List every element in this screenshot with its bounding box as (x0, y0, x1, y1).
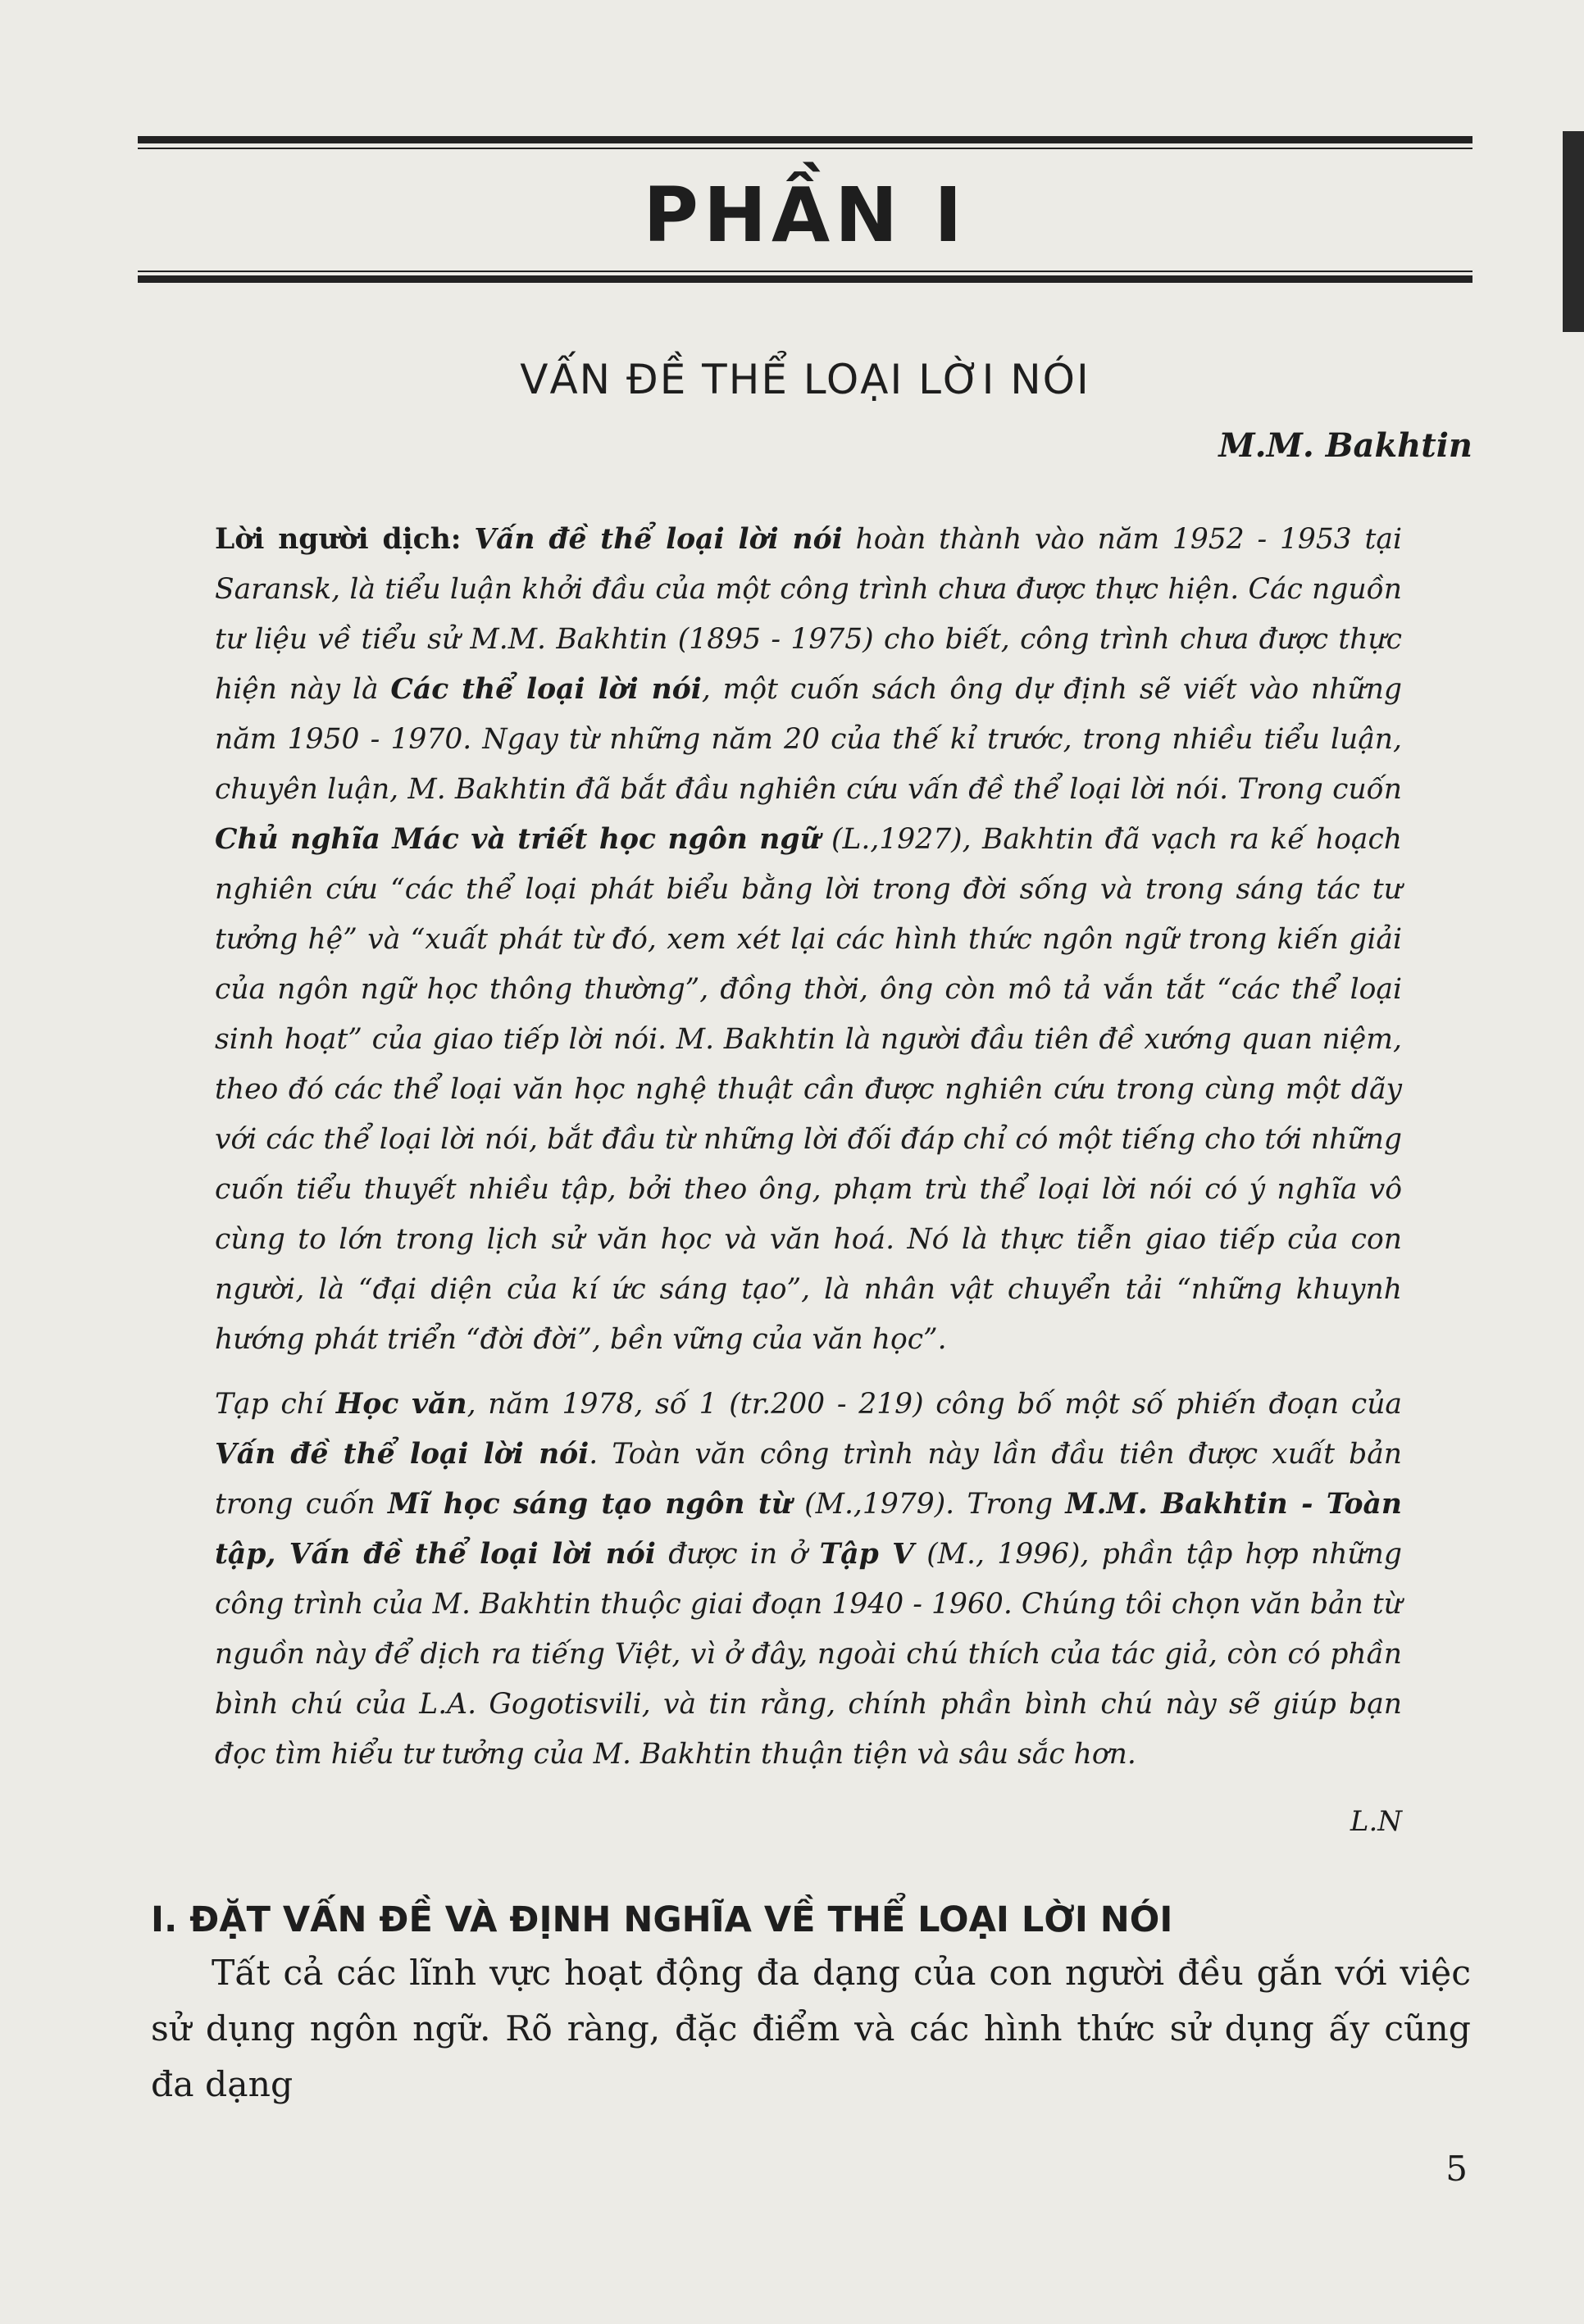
note-book-ref: Mĩ học sáng tạo ngôn từ (387, 1488, 792, 1521)
author-name: M.M. Bakhtin (1218, 426, 1472, 465)
section-heading: I. ĐẶT VẤN ĐỀ VÀ ĐỊNH NGHĨA VỀ THỂ LOẠI LỜI NÓI (151, 1899, 1173, 1940)
note-text: (M., 1996), phần tập hợp những công trình của M. Bakhtin thuộc giai đoạn 1940 - 1960. Chúng tôi chọn văn bản từ nguồn này để dịch ra tiếng Việt, vì ở đây, ngoài chú thích của tác giả, còn có phần bình chú của L.A. Gogotisvili, và tin rằng, chính phần bình chú này sẽ giúp bạn đọc tìm hiểu tư tưởng của M. Bakhtin thuận tiện và sâu sắc hơn. (215, 1538, 1402, 1771)
note-title-ref: Vấn đề thể loại lời nói (474, 523, 843, 556)
bottom-thin-rule (138, 271, 1472, 272)
note-text: (M.,1979). Trong (791, 1488, 1066, 1521)
translator-note-paragraph-1 (215, 515, 1402, 1365)
note-book-ref: Chủ nghĩa Mác và triết học ngôn ngữ (215, 823, 821, 856)
note-title-ref: Vấn đề thể loại lời nói (215, 1438, 589, 1471)
chapter-title: VẤN ĐỀ THỂ LOẠI LỜI NÓI (520, 356, 1090, 403)
note-book-ref: M.M. Bakhtin - Toàn tập, Vấn đề thể loại lời nói (215, 1488, 1402, 1571)
note-text: . Toàn văn công trình này lần đầu tiên được xuất bản trong cuốn (215, 1438, 1402, 1521)
translator-note (215, 515, 1402, 1780)
bottom-thick-rule (138, 275, 1472, 283)
note-book-ref: Các thể loại lời nói (390, 673, 702, 706)
note-text: Tạp chí (215, 1388, 336, 1421)
top-thick-rule (138, 136, 1472, 143)
note-text: , một cuốn sách ông dự định sẽ viết vào những năm 1950 - 1970. Ngay từ những năm 20 của thế kỉ trước, trong nhiều tiểu luận, chuyên luận, M. Bakhtin đã bắt đầu nghiên cứu vấn đề thể loại lời nói. Trong cuốn (215, 673, 1402, 806)
translator-signature: L.N (1350, 1805, 1402, 1838)
translator-note-paragraph-2 (215, 1380, 1402, 1780)
note-journal-ref: Học văn (335, 1388, 467, 1421)
note-label: Lời người dịch: (215, 523, 462, 556)
body-paragraph: Tất cả các lĩnh vực hoạt động đa dạng của con người đều gắn với việc sử dụng ngôn ngữ. Rõ ràng, đặc điểm và các hình thức sử dụng ấy cũng đa dạng (151, 1953, 1471, 2105)
top-thin-rule (138, 148, 1472, 149)
part-heading: PHẦN I (643, 171, 967, 259)
note-text: , năm 1978, số 1 (tr.200 - 219) công bố một số phiến đoạn của (467, 1388, 1402, 1421)
note-text: hoàn thành vào năm 1952 - 1953 tại Saransk, là tiểu luận khởi đầu của một công trình chưa được thực hiện. Các nguồn tư liệu về tiểu sử M.M. Bakhtin (1895 - 1975) cho biết, công trình chưa được thực hiện này là (215, 523, 1403, 706)
note-volume-ref: Tập V (819, 1538, 914, 1571)
note-text: được in ở (655, 1538, 820, 1571)
thumb-index-tab (1563, 131, 1584, 332)
note-text: (L.,1927), Bakhtin đã vạch ra kế hoạch nghiên cứu “các thể loại phát biểu bằng lời trong đời sống và trong sáng tác tư tưởng hệ” và “xuất phát từ đó, xem xét lại các hình thức ngôn ngữ trong kiến giải của ngôn ngữ học thông thường”, đồng thời, ông còn mô tả vắn tắt “các thể loại sinh hoạt” của giao tiếp lời nói. M. Bakhtin là người đầu tiên đề xướng quan niệm, theo đó các thể loại văn học nghệ thuật cần được nghiên cứu trong cùng một dãy với các thể loại lời nói, bắt đầu từ những lời đối đáp chỉ có một tiếng cho tới những cuốn tiểu thuyết nhiều tập, bởi theo ông, phạm trù thể loại lời nói có ý nghĩa vô cùng to lớn trong lịch sử văn học và văn hoá. Nó là thực tiễn giao tiếp của con người, là “đại diện của kí ức sáng tạo”, là nhân vật chuyển tải “những khuynh hướng phát triển “đời đời”, bền vững của văn học”. (215, 823, 1402, 1356)
page-number: 5 (1445, 2149, 1468, 2189)
